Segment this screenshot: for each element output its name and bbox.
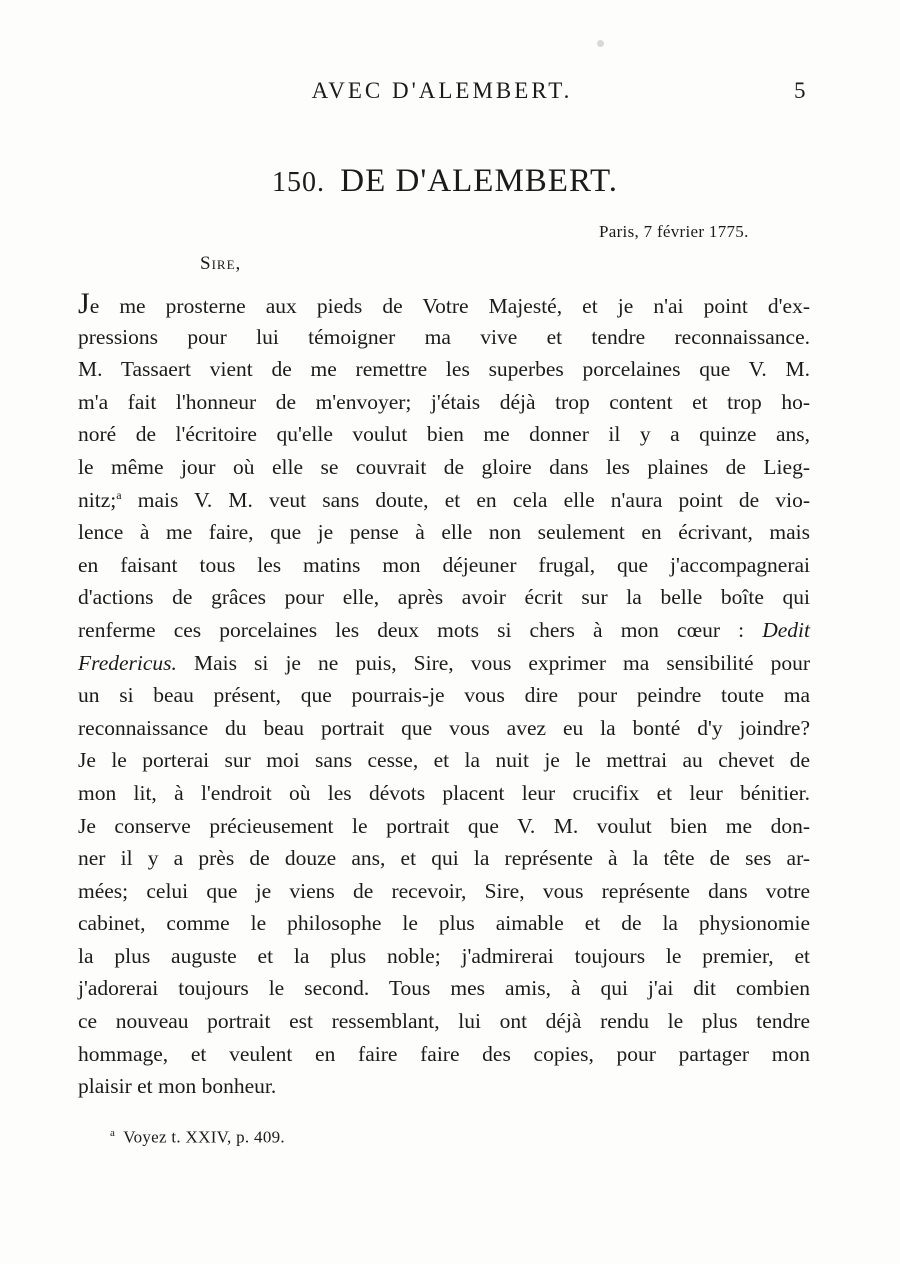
footnote-text: Voyez t. XXIV, p. 409. <box>123 1127 285 1147</box>
body-line: d'actions de grâces pour elle, après avoir écrit sur la belle boîte qui <box>78 585 810 610</box>
italic-dedit: Dedit <box>762 617 811 642</box>
letter-title: DE D'ALEMBERT. <box>340 163 618 199</box>
body-line: noré de l'écritoire qu'elle voulut bien me donner il y a quinze ans, <box>78 422 810 447</box>
body-line: pressions pour lui témoigner ma vive et tendre reconnaissance. <box>78 324 810 349</box>
dateline: Paris, 7 février 1775. <box>599 222 749 241</box>
body-line: mon lit, à l'endroit où les dévots placent leur crucifix et leur bénitier. <box>78 780 810 805</box>
body-line: ce nouveau portrait est ressemblant, lui ont déjà rendu le plus tendre <box>78 1009 810 1034</box>
body-line: hommage, et veulent en faire faire des copies, pour partager mon <box>78 1041 810 1066</box>
footnote-reference[interactable]: a <box>116 487 122 502</box>
body-line: cabinet, comme le philosophe le plus aimable et de la physionomie <box>78 911 810 936</box>
body-line: nitz;$^a$ mais V. M. veut sans doute, et en cela elle n'aura point de vio- <box>78 487 811 512</box>
body-line: le même jour où elle se couvrait de gloire dans les plaines de Lieg- <box>78 454 810 479</box>
page-number: 5 <box>794 78 806 103</box>
body-line: M. Tassaert vient de me remettre les superbes porcelaines que V. M. <box>78 357 810 382</box>
letter-number: 150. <box>272 167 326 198</box>
running-title: AVEC D'ALEMBERT. <box>311 78 573 103</box>
body-line: j'adorerai toujours le second. Tous mes amis, à qui j'ai dit combien <box>78 976 810 1001</box>
salutation: Sire, <box>200 253 242 274</box>
footnote <box>110 1127 285 1148</box>
letter-body <box>78 288 810 1103</box>
body-line: Je conserve précieusement le portrait que V. M. voulut bien me don- <box>78 813 810 838</box>
body-line: un si beau présent, que pourrais-je vous dire pour peindre toute ma <box>78 683 810 708</box>
body-line: Je me prosterne aux pieds de Votre Majesté, et je n'ai point d'ex- <box>78 287 810 320</box>
body-line: mées; celui que je viens de recevoir, Sire, vous représente dans votre <box>78 878 810 903</box>
body-line: la plus auguste et la plus noble; j'admirerai toujours le premier, et <box>78 943 810 968</box>
body-line: plaisir et mon bonheur. <box>78 1074 277 1099</box>
drop-cap: J <box>78 287 90 320</box>
body-line: Fredericus. Mais si je ne puis, Sire, vous exprimer ma sensibilité pour <box>78 650 811 675</box>
body-line: reconnaissance du beau portrait que vous avez eu la bonté d'y joindre? <box>78 715 810 740</box>
footnote-mark: a <box>110 1127 116 1139</box>
running-head <box>0 78 900 108</box>
body-line: Je le porterai sur moi sans cesse, et la nuit je le mettrai au chevet de <box>78 748 810 773</box>
italic-fredericus: Fredericus. <box>78 650 177 675</box>
body-line: ner il y a près de douze ans, et qui la représente à la tête de ses ar- <box>78 846 810 871</box>
paper-speck <box>597 40 604 47</box>
body-line: renferme ces porcelaines les deux mots si chers à mon cœur : Dedit <box>78 617 811 642</box>
body-line: lence à me faire, que je pense à elle non seulement en écrivant, mais <box>78 520 810 545</box>
letter-heading <box>0 163 890 200</box>
body-line: m'a fait l'honneur de m'envoyer; j'étais déjà trop content et trop ho- <box>78 389 810 414</box>
body-line: en faisant tous les matins mon déjeuner frugal, que j'accompagnerai <box>78 552 810 577</box>
